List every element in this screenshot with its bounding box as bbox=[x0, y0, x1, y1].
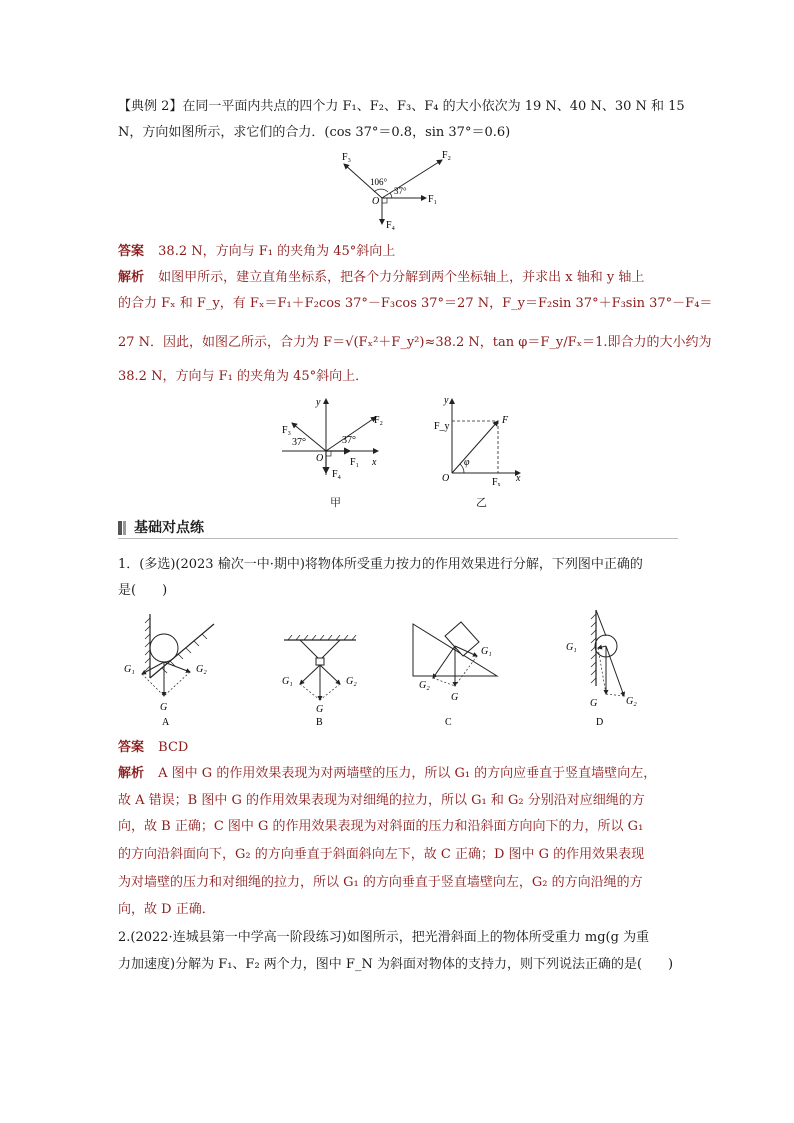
q1-analysis-1 bbox=[118, 765, 656, 782]
dash-1 bbox=[300, 684, 320, 700]
answer-label: 答案 bbox=[118, 740, 145, 755]
dash-2 bbox=[433, 678, 455, 686]
label-f3: F₃ bbox=[282, 425, 292, 436]
answer-label: 答案 bbox=[118, 244, 145, 259]
label-g2: G₂ bbox=[419, 680, 430, 691]
wall-hatch-vertical bbox=[145, 618, 150, 671]
block bbox=[445, 622, 479, 656]
string-left bbox=[300, 640, 320, 660]
label-f: F bbox=[502, 415, 509, 426]
label-f3: F₃ bbox=[342, 152, 352, 163]
figure-jia bbox=[278, 393, 388, 503]
label-g: G bbox=[160, 702, 168, 713]
label-x: x bbox=[516, 473, 521, 484]
q1-analysis-5: 为对墙壁的压力和对细绳的拉力，所以 G₁ 的方向垂直于竖直墙壁向左，G₂ 的方向沿绳的方 bbox=[118, 875, 643, 890]
example2-analysis-2: 的合力 Fₓ 和 F_y，有 Fₓ＝F₁＋F₂cos 37°－F₃cos 37°＝27 N，F_y＝F₂sin 37°＋F₃sin 37°－F₄＝ bbox=[118, 296, 713, 311]
section-heading bbox=[118, 517, 678, 537]
ceiling-hatch bbox=[288, 635, 356, 640]
label-fy: F_y bbox=[434, 421, 450, 432]
label-y: y bbox=[316, 397, 321, 408]
example2-analysis-3: 27 N．因此，如图乙所示，合力为 F＝√(Fₓ²＋F_y²)≈38.2 N，tan φ＝F_y/Fₓ＝1.即合力的大小约为 bbox=[118, 335, 712, 350]
dash-2 bbox=[164, 672, 190, 696]
arrow-g1 bbox=[598, 646, 606, 648]
label-g2: G₂ bbox=[626, 696, 637, 707]
section-bar bbox=[118, 521, 122, 535]
section-rule bbox=[118, 538, 678, 539]
analysis-text-1: A 图中 G 的作用效果表现为对两墙壁的压力，所以 G₁ 的方向应垂直于竖直墙壁向左， bbox=[158, 766, 657, 781]
arrow-g2 bbox=[433, 646, 455, 678]
answer-text: 38.2 N，方向与 F₁ 的夹角为 45°斜向上 bbox=[158, 244, 396, 259]
q2-line1: 2.(2022·连城县第一中学高一阶段练习)如图所示，把光滑斜面上的物体所受重力 mg(g 为重 bbox=[118, 930, 650, 945]
label-f2: F₂ bbox=[442, 150, 452, 161]
arrow-f bbox=[452, 421, 498, 473]
label-f4: F₄ bbox=[386, 220, 396, 231]
label-37-left: 37° bbox=[292, 437, 306, 448]
label-fx: Fₓ bbox=[492, 477, 501, 488]
q1-figure-a bbox=[118, 608, 228, 728]
string bbox=[596, 610, 606, 636]
label-y: y bbox=[444, 395, 449, 406]
q1-figure-b bbox=[270, 632, 370, 728]
example2-line2: N，方向如图所示，求它们的合力．(cos 37°＝0.8，sin 37°＝0.6) bbox=[118, 125, 511, 140]
q1-figure-c bbox=[405, 616, 515, 728]
label-g: G bbox=[590, 698, 598, 709]
q2-line2: 力加速度)分解为 F₁、F₂ 两个力，图中 F_N 为斜面对物体的支持力，则下列说法正确的是( ) bbox=[118, 957, 674, 972]
label-phi: φ bbox=[464, 457, 470, 468]
example2-analysis-4: 38.2 N，方向与 F₁ 的夹角为 45°斜向上． bbox=[118, 369, 369, 384]
example2-line1: 【典例 2】在同一平面内共点的四个力 F₁、F₂、F₃、F₄ 的大小依次为 19 N、40 N、30 N 和 15 bbox=[118, 99, 685, 114]
caption-c: C bbox=[445, 717, 452, 728]
knot-block bbox=[316, 658, 324, 665]
label-g1: G₁ bbox=[282, 676, 293, 687]
dash-1 bbox=[142, 674, 164, 696]
q1-figure-d bbox=[560, 606, 650, 728]
q1-line2: 是( ) bbox=[118, 583, 168, 598]
arrow-g2 bbox=[164, 662, 190, 672]
ball bbox=[150, 634, 178, 662]
caption-b: B bbox=[316, 717, 323, 728]
caption-d: D bbox=[596, 717, 604, 728]
label-f1: F₁ bbox=[350, 457, 360, 468]
answer-text: BCD bbox=[158, 740, 189, 755]
label-x: x bbox=[372, 457, 377, 468]
q1-analysis-2: 故 A 错误；B 图中 G 的作用效果表现为对细绳的拉力，所以 G₁ 和 G₂ 分别沿对应细绳的方 bbox=[118, 793, 645, 808]
caption-yi: 乙 bbox=[476, 497, 487, 509]
analysis-label: 解析 bbox=[118, 270, 145, 285]
caption-jia: 甲 bbox=[330, 497, 341, 509]
dash-1 bbox=[455, 656, 477, 686]
label-g: G bbox=[451, 692, 459, 703]
q1-line1: 1．(多选)(2023 榆次一中·期中)将物体所受重力按力的作用效果进行分解，下列图中正确的 bbox=[118, 557, 643, 572]
arrow-g2 bbox=[320, 665, 340, 684]
section-title: 基础对点练 bbox=[134, 520, 204, 536]
label-106: 106° bbox=[370, 177, 388, 187]
dash-2 bbox=[606, 694, 624, 696]
label-o: O bbox=[442, 473, 450, 484]
label-f1: F₁ bbox=[428, 194, 438, 205]
section-bar-light bbox=[123, 521, 126, 535]
angle-arc-37 bbox=[390, 193, 392, 198]
example2-force-figure bbox=[330, 150, 470, 232]
label-f4: F₄ bbox=[332, 469, 342, 480]
string-right bbox=[320, 640, 340, 660]
label-g1: G₁ bbox=[566, 642, 577, 653]
label-g2: G₂ bbox=[346, 676, 357, 687]
label-f2: F₂ bbox=[374, 415, 384, 426]
dash-2 bbox=[320, 684, 340, 700]
label-g1: G₁ bbox=[124, 664, 135, 675]
example2-analysis-1 bbox=[118, 269, 644, 286]
example2-answer bbox=[118, 243, 395, 260]
angle-arc-106 bbox=[374, 189, 388, 192]
label-g1: G₁ bbox=[481, 646, 492, 657]
q1-analysis-4: 的方向沿斜面向下，G₂ 的方向垂直于斜面斜向左下，故 C 正确；D 图中 G 的作用效果表现 bbox=[118, 847, 645, 862]
label-o: O bbox=[372, 196, 380, 207]
q1-analysis-6: 向，故 D 正确． bbox=[118, 902, 215, 917]
q1-analysis-3: 向，故 B 正确；C 图中 G 的作用效果表现为对斜面的压力和沿斜面方向向下的力，所以 G₁ bbox=[118, 819, 644, 834]
caption-a: A bbox=[162, 717, 170, 728]
right-angle-mark bbox=[382, 198, 387, 203]
arrow-g1 bbox=[142, 662, 164, 674]
q1-answer bbox=[118, 739, 188, 756]
analysis-label: 解析 bbox=[118, 766, 145, 781]
label-o: O bbox=[316, 453, 324, 464]
analysis-text-1: 如图甲所示，建立直角坐标系，把各个力分解到两个坐标轴上，并求出 x 轴和 y 轴上 bbox=[158, 270, 645, 285]
label-g2: G₂ bbox=[196, 664, 207, 675]
arrow-g1 bbox=[300, 665, 320, 684]
label-g: G bbox=[316, 704, 324, 715]
figure-yi bbox=[428, 393, 528, 488]
label-37: 37° bbox=[394, 186, 407, 196]
arrow-f2 bbox=[382, 160, 442, 198]
label-37-right: 37° bbox=[342, 435, 356, 446]
arrow-g2 bbox=[606, 646, 624, 696]
right-angle-mark bbox=[326, 451, 331, 456]
